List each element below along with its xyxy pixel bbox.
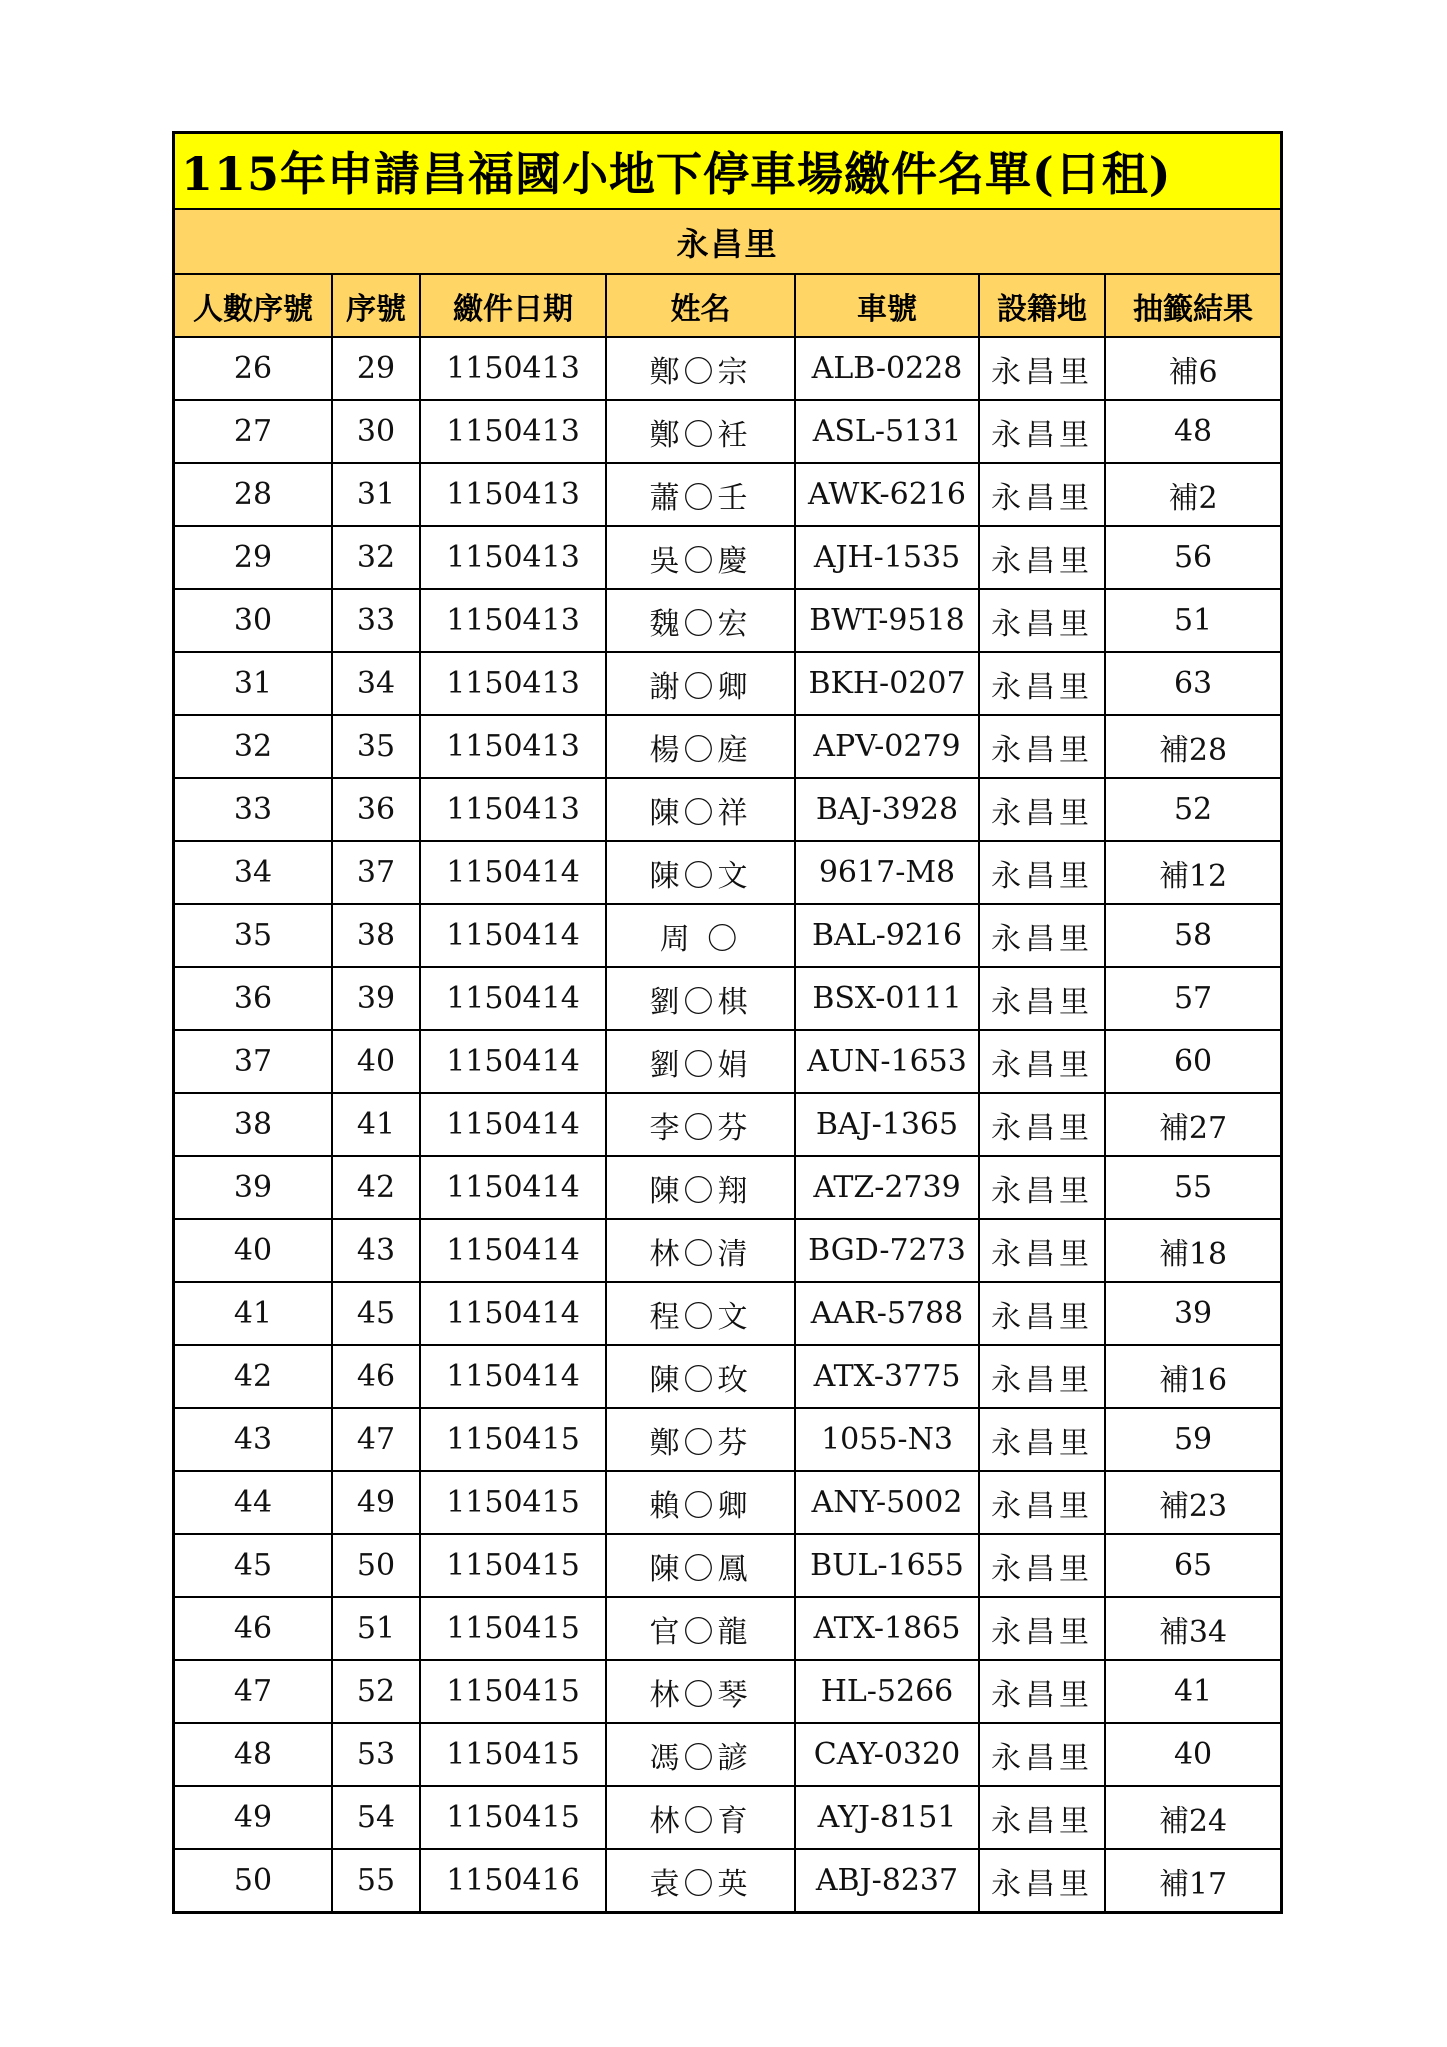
cell-count-no: 35 — [175, 904, 332, 967]
cell-count-no: 44 — [175, 1471, 332, 1534]
cell-count-no: 39 — [175, 1156, 332, 1219]
table-row — [175, 904, 1280, 967]
column-header-count-no: 人數序號 — [175, 274, 332, 337]
cell-plate: CAY-0320 — [795, 1723, 979, 1786]
table-row — [175, 1408, 1280, 1471]
cell-name: 陳〇鳳 — [606, 1534, 795, 1597]
cell-lottery-result: 補16 — [1105, 1345, 1280, 1408]
cell-residence: 永昌里 — [979, 715, 1105, 778]
cell-lottery-result: 52 — [1105, 778, 1280, 841]
table-row — [175, 526, 1280, 589]
cell-plate: BAJ-3928 — [795, 778, 979, 841]
cell-serial-no: 53 — [332, 1723, 420, 1786]
cell-submit-date: 1150415 — [420, 1471, 606, 1534]
cell-submit-date: 1150414 — [420, 967, 606, 1030]
cell-residence: 永昌里 — [979, 904, 1105, 967]
cell-name: 陳〇文 — [606, 841, 795, 904]
cell-lottery-result: 補34 — [1105, 1597, 1280, 1660]
cell-residence: 永昌里 — [979, 1849, 1105, 1911]
cell-name: 陳〇祥 — [606, 778, 795, 841]
cell-lottery-result: 59 — [1105, 1408, 1280, 1471]
table-header-row — [175, 274, 1280, 337]
cell-serial-no: 32 — [332, 526, 420, 589]
cell-residence: 永昌里 — [979, 652, 1105, 715]
table-row — [175, 778, 1280, 841]
cell-name: 魏〇宏 — [606, 589, 795, 652]
table-row — [175, 337, 1280, 400]
cell-name: 程〇文 — [606, 1282, 795, 1345]
cell-serial-no: 33 — [332, 589, 420, 652]
table-row — [175, 1786, 1280, 1849]
cell-name: 陳〇玫 — [606, 1345, 795, 1408]
cell-count-no: 36 — [175, 967, 332, 1030]
cell-serial-no: 41 — [332, 1093, 420, 1156]
cell-plate: ATX-3775 — [795, 1345, 979, 1408]
cell-serial-no: 45 — [332, 1282, 420, 1345]
cell-lottery-result: 補18 — [1105, 1219, 1280, 1282]
cell-serial-no: 38 — [332, 904, 420, 967]
cell-residence: 永昌里 — [979, 589, 1105, 652]
table-row — [175, 400, 1280, 463]
cell-serial-no: 51 — [332, 1597, 420, 1660]
cell-serial-no: 47 — [332, 1408, 420, 1471]
cell-serial-no: 35 — [332, 715, 420, 778]
cell-submit-date: 1150415 — [420, 1408, 606, 1471]
cell-name: 楊〇庭 — [606, 715, 795, 778]
cell-serial-no: 37 — [332, 841, 420, 904]
column-header-serial-no: 序號 — [332, 274, 420, 337]
cell-submit-date: 1150414 — [420, 1093, 606, 1156]
cell-count-no: 47 — [175, 1660, 332, 1723]
cell-name: 陳〇翔 — [606, 1156, 795, 1219]
cell-count-no: 30 — [175, 589, 332, 652]
cell-serial-no: 43 — [332, 1219, 420, 1282]
cell-plate: ATX-1865 — [795, 1597, 979, 1660]
cell-name: 鄭〇宗 — [606, 337, 795, 400]
cell-lottery-result: 58 — [1105, 904, 1280, 967]
cell-name: 賴〇卿 — [606, 1471, 795, 1534]
cell-name: 謝〇卿 — [606, 652, 795, 715]
cell-submit-date: 1150414 — [420, 1282, 606, 1345]
table-row — [175, 463, 1280, 526]
cell-submit-date: 1150413 — [420, 463, 606, 526]
cell-residence: 永昌里 — [979, 526, 1105, 589]
cell-count-no: 40 — [175, 1219, 332, 1282]
cell-serial-no: 52 — [332, 1660, 420, 1723]
cell-residence: 永昌里 — [979, 1660, 1105, 1723]
table-row — [175, 652, 1280, 715]
cell-count-no: 49 — [175, 1786, 332, 1849]
cell-residence: 永昌里 — [979, 1345, 1105, 1408]
cell-plate: ALB-0228 — [795, 337, 979, 400]
cell-residence: 永昌里 — [979, 967, 1105, 1030]
cell-count-no: 33 — [175, 778, 332, 841]
cell-lottery-result: 60 — [1105, 1030, 1280, 1093]
cell-name: 鄭〇衽 — [606, 400, 795, 463]
cell-plate: AUN-1653 — [795, 1030, 979, 1093]
column-header-name: 姓名 — [606, 274, 795, 337]
cell-submit-date: 1150415 — [420, 1723, 606, 1786]
cell-count-no: 31 — [175, 652, 332, 715]
table-row — [175, 1471, 1280, 1534]
cell-name: 官〇龍 — [606, 1597, 795, 1660]
table-row — [175, 715, 1280, 778]
cell-name: 劉〇娟 — [606, 1030, 795, 1093]
cell-submit-date: 1150414 — [420, 1345, 606, 1408]
table-row — [175, 1534, 1280, 1597]
cell-submit-date: 1150414 — [420, 1156, 606, 1219]
cell-count-no: 28 — [175, 463, 332, 526]
column-header-lottery-result: 抽籤結果 — [1105, 274, 1280, 337]
cell-residence: 永昌里 — [979, 1786, 1105, 1849]
cell-name: 周 〇 — [606, 904, 795, 967]
cell-submit-date: 1150414 — [420, 841, 606, 904]
cell-residence: 永昌里 — [979, 1030, 1105, 1093]
cell-submit-date: 1150415 — [420, 1534, 606, 1597]
cell-residence: 永昌里 — [979, 778, 1105, 841]
cell-lottery-result: 補12 — [1105, 841, 1280, 904]
application-list-sheet — [172, 131, 1283, 1914]
cell-plate: AAR-5788 — [795, 1282, 979, 1345]
cell-serial-no: 49 — [332, 1471, 420, 1534]
cell-submit-date: 1150414 — [420, 1030, 606, 1093]
cell-count-no: 38 — [175, 1093, 332, 1156]
cell-lottery-result: 63 — [1105, 652, 1280, 715]
cell-lottery-result: 補17 — [1105, 1849, 1280, 1911]
cell-count-no: 46 — [175, 1597, 332, 1660]
table-row — [175, 1660, 1280, 1723]
column-header-submit-date: 繳件日期 — [420, 274, 606, 337]
cell-plate: 1055-N3 — [795, 1408, 979, 1471]
cell-lottery-result: 補23 — [1105, 1471, 1280, 1534]
column-header-plate: 車號 — [795, 274, 979, 337]
cell-count-no: 32 — [175, 715, 332, 778]
cell-serial-no: 31 — [332, 463, 420, 526]
cell-serial-no: 39 — [332, 967, 420, 1030]
cell-name: 吳〇慶 — [606, 526, 795, 589]
table-row — [175, 841, 1280, 904]
table-row — [175, 1093, 1280, 1156]
cell-residence: 永昌里 — [979, 1156, 1105, 1219]
cell-name: 馮〇諺 — [606, 1723, 795, 1786]
cell-plate: BSX-0111 — [795, 967, 979, 1030]
table-row — [175, 1282, 1280, 1345]
cell-count-no: 42 — [175, 1345, 332, 1408]
cell-submit-date: 1150414 — [420, 1219, 606, 1282]
cell-lottery-result: 55 — [1105, 1156, 1280, 1219]
cell-submit-date: 1150416 — [420, 1849, 606, 1911]
cell-name: 鄭〇芬 — [606, 1408, 795, 1471]
table-body — [175, 337, 1280, 1911]
cell-count-no: 34 — [175, 841, 332, 904]
cell-name: 劉〇棋 — [606, 967, 795, 1030]
cell-serial-no: 36 — [332, 778, 420, 841]
cell-residence: 永昌里 — [979, 1723, 1105, 1786]
cell-count-no: 26 — [175, 337, 332, 400]
village-name: 永昌里 — [175, 210, 1280, 274]
cell-submit-date: 1150413 — [420, 337, 606, 400]
cell-plate: ABJ-8237 — [795, 1849, 979, 1911]
cell-lottery-result: 補28 — [1105, 715, 1280, 778]
cell-name: 林〇育 — [606, 1786, 795, 1849]
cell-residence: 永昌里 — [979, 1534, 1105, 1597]
cell-lottery-result: 補27 — [1105, 1093, 1280, 1156]
cell-lottery-result: 補6 — [1105, 337, 1280, 400]
table-row — [175, 1849, 1280, 1911]
cell-lottery-result: 48 — [1105, 400, 1280, 463]
cell-lottery-result: 41 — [1105, 1660, 1280, 1723]
cell-submit-date: 1150413 — [420, 652, 606, 715]
cell-name: 袁〇英 — [606, 1849, 795, 1911]
cell-serial-no: 29 — [332, 337, 420, 400]
cell-plate: AWK-6216 — [795, 463, 979, 526]
table-row — [175, 1156, 1280, 1219]
table-row — [175, 1345, 1280, 1408]
cell-name: 李〇芬 — [606, 1093, 795, 1156]
cell-plate: BGD-7273 — [795, 1219, 979, 1282]
cell-submit-date: 1150415 — [420, 1660, 606, 1723]
cell-submit-date: 1150415 — [420, 1786, 606, 1849]
cell-residence: 永昌里 — [979, 1282, 1105, 1345]
cell-lottery-result: 65 — [1105, 1534, 1280, 1597]
cell-residence: 永昌里 — [979, 1093, 1105, 1156]
cell-name: 蕭〇壬 — [606, 463, 795, 526]
cell-lottery-result: 51 — [1105, 589, 1280, 652]
cell-residence: 永昌里 — [979, 1597, 1105, 1660]
cell-serial-no: 42 — [332, 1156, 420, 1219]
cell-count-no: 29 — [175, 526, 332, 589]
cell-name: 林〇清 — [606, 1219, 795, 1282]
cell-residence: 永昌里 — [979, 841, 1105, 904]
table-row — [175, 1723, 1280, 1786]
cell-residence: 永昌里 — [979, 1471, 1105, 1534]
cell-lottery-result: 57 — [1105, 967, 1280, 1030]
cell-plate: BAL-9216 — [795, 904, 979, 967]
cell-count-no: 27 — [175, 400, 332, 463]
cell-plate: ATZ-2739 — [795, 1156, 979, 1219]
cell-plate: ASL-5131 — [795, 400, 979, 463]
cell-submit-date: 1150413 — [420, 526, 606, 589]
cell-plate: BUL-1655 — [795, 1534, 979, 1597]
cell-count-no: 48 — [175, 1723, 332, 1786]
page-title: 115年申請昌福國小地下停車場繳件名單(日租) — [175, 134, 1280, 210]
cell-plate: APV-0279 — [795, 715, 979, 778]
applicant-table — [175, 210, 1280, 1911]
table-row — [175, 589, 1280, 652]
village-row — [175, 210, 1280, 274]
cell-residence: 永昌里 — [979, 1219, 1105, 1282]
cell-residence: 永昌里 — [979, 400, 1105, 463]
cell-plate: AJH-1535 — [795, 526, 979, 589]
cell-serial-no: 40 — [332, 1030, 420, 1093]
cell-serial-no: 50 — [332, 1534, 420, 1597]
cell-serial-no: 54 — [332, 1786, 420, 1849]
table-row — [175, 967, 1280, 1030]
cell-submit-date: 1150414 — [420, 904, 606, 967]
cell-name: 林〇琴 — [606, 1660, 795, 1723]
cell-lottery-result: 56 — [1105, 526, 1280, 589]
cell-plate: AYJ-8151 — [795, 1786, 979, 1849]
table-row — [175, 1219, 1280, 1282]
cell-lottery-result: 40 — [1105, 1723, 1280, 1786]
cell-count-no: 45 — [175, 1534, 332, 1597]
cell-residence: 永昌里 — [979, 337, 1105, 400]
cell-lottery-result: 39 — [1105, 1282, 1280, 1345]
cell-serial-no: 34 — [332, 652, 420, 715]
cell-plate: HL-5266 — [795, 1660, 979, 1723]
cell-plate: ANY-5002 — [795, 1471, 979, 1534]
cell-lottery-result: 補24 — [1105, 1786, 1280, 1849]
cell-submit-date: 1150413 — [420, 715, 606, 778]
cell-submit-date: 1150413 — [420, 589, 606, 652]
cell-count-no: 50 — [175, 1849, 332, 1911]
cell-count-no: 43 — [175, 1408, 332, 1471]
cell-serial-no: 46 — [332, 1345, 420, 1408]
cell-plate: 9617-M8 — [795, 841, 979, 904]
cell-plate: BWT-9518 — [795, 589, 979, 652]
cell-submit-date: 1150413 — [420, 400, 606, 463]
table-row — [175, 1597, 1280, 1660]
cell-lottery-result: 補2 — [1105, 463, 1280, 526]
cell-submit-date: 1150415 — [420, 1597, 606, 1660]
cell-residence: 永昌里 — [979, 463, 1105, 526]
column-header-residence: 設籍地 — [979, 274, 1105, 337]
cell-serial-no: 55 — [332, 1849, 420, 1911]
cell-count-no: 37 — [175, 1030, 332, 1093]
cell-plate: BAJ-1365 — [795, 1093, 979, 1156]
cell-serial-no: 30 — [332, 400, 420, 463]
table-row — [175, 1030, 1280, 1093]
cell-count-no: 41 — [175, 1282, 332, 1345]
cell-submit-date: 1150413 — [420, 778, 606, 841]
cell-residence: 永昌里 — [979, 1408, 1105, 1471]
cell-plate: BKH-0207 — [795, 652, 979, 715]
